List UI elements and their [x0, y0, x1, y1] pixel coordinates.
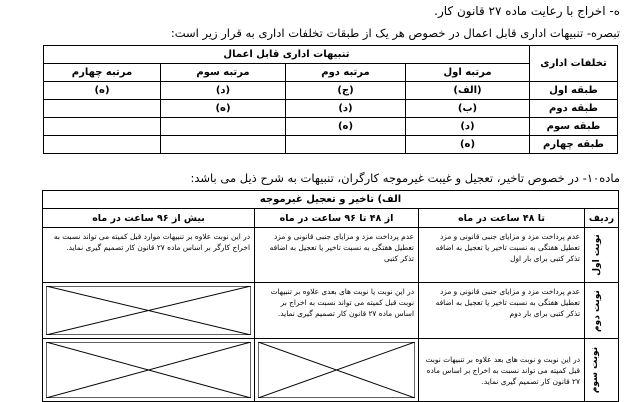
- table-row: [43, 118, 617, 136]
- clause-e: ه- اخراج با رعایت ماده ۲۷ قانون کار.: [434, 4, 620, 18]
- table-row: [43, 82, 617, 100]
- cell: (د): [286, 100, 406, 118]
- cell: عدم پرداخت مزد و مزایای جنبی قانونی و مزد تعطیل هفتگی به نسبت تاخیر یا تعجیل به اضافه تذکر کتبی برای بار اول: [419, 228, 585, 283]
- lateness-table: [42, 190, 619, 402]
- cell: عدم پرداخت مزد و مزایای جنبی قانونی و مزد تعطیل هفتگی به نسبت تاخیر یا تعجیل به اضافه تذکر کتبی: [255, 228, 419, 283]
- cross-mark-icon: [258, 342, 415, 398]
- cell: [286, 136, 406, 154]
- col-header: مرتبه اول: [406, 64, 530, 82]
- row-label-text: نوبت اول: [592, 234, 603, 276]
- col-header: ردیف: [585, 209, 619, 228]
- cell: (د): [406, 118, 530, 136]
- crossed-out-cell: [43, 283, 255, 339]
- table-row: [43, 339, 619, 402]
- col-header: از ۴۸ تا ۹۶ ساعت در ماه: [255, 209, 419, 228]
- crossed-out-cell: [255, 339, 419, 402]
- col-header: مرتبه دوم: [286, 64, 406, 82]
- cell: در این نوبت و نوبت های بعد علاوه بر تنبیهات نوبت قبل کمیته می تواند نسبت به اخراج بر اساس ماده ۲۷ قانون کار تصمیم گیری نماید.: [419, 339, 585, 402]
- cell: [43, 118, 160, 136]
- corner-header: تخلفات اداری: [530, 46, 618, 82]
- table-row: [43, 136, 617, 154]
- cell: (ه): [286, 118, 406, 136]
- table-row: [43, 283, 619, 339]
- cell: [43, 100, 160, 118]
- row-label: طبقه اول: [530, 82, 618, 100]
- cross-mark-icon: [46, 286, 251, 335]
- table-row: [43, 100, 617, 118]
- row-label: طبقه دوم: [530, 100, 618, 118]
- row-label-text: نوبت سوم: [589, 346, 600, 394]
- group-header: تنبیهات اداری قابل اعمال: [43, 46, 529, 64]
- cell: [43, 136, 160, 154]
- col-header: مرتبه چهارم: [43, 64, 160, 82]
- col-header: بیش از ۹۶ ساعت در ماه: [43, 209, 255, 228]
- cell: (د): [161, 82, 286, 100]
- cell: (ه): [161, 100, 286, 118]
- table-title: الف) تاخیر و تعجیل غیرموجه: [43, 191, 619, 209]
- table-row: [43, 228, 619, 283]
- cell: (ج): [286, 82, 406, 100]
- cell: [161, 136, 286, 154]
- cell: (ه): [406, 136, 530, 154]
- cell: عدم پرداخت مزد و مزایای جنبی قانونی و مزد تعطیل هفتگی به نسبت تاخیر یا تعجیل به اضافه تذکر کتبی برای بار دوم: [419, 283, 585, 339]
- violations-table: [43, 45, 618, 154]
- cell: در این نوبت علاوه بر تنبیهات موارد قبل کمیته می تواند نسبت به اخراج کارگر بر اساس ماده ۲۷ قانون کار تصمیم گیری نماید.: [43, 228, 255, 283]
- cell: (الف): [406, 82, 530, 100]
- row-label: [585, 283, 619, 339]
- row-label: طبقه سوم: [530, 118, 618, 136]
- cell: (ب): [406, 100, 530, 118]
- cell: (ه): [43, 82, 160, 100]
- article-10-intro: ماده۱۰- در خصوص تاخیر، تعجیل و غیبت غیرموجه کارگران، تنبیهات به شرح ذیل می باشد:: [190, 171, 620, 185]
- col-header: مرتبه سوم: [161, 64, 286, 82]
- cell: در این نوبت یا نوبت های بعدی علاوه بر تنبیهات نوبت قبل کمیته می تواند نسبت به اخراج بر اساس ماده ۲۷ قانون کار تصمیم گیری نماید.: [255, 283, 419, 339]
- cell: [161, 118, 286, 136]
- cross-mark-icon: [46, 342, 251, 398]
- row-label: [585, 228, 619, 283]
- crossed-out-cell: [43, 339, 255, 402]
- row-label: طبقه چهارم: [530, 136, 618, 154]
- note-line: تبصره- تنبیهات اداری قابل اعمال در خصوص هر یک از طبقات تخلفات اداری به قرار زیر است:: [170, 26, 620, 40]
- col-header: تا ۴۸ ساعت در ماه: [419, 209, 585, 228]
- row-label: [585, 339, 619, 402]
- row-label-text: نوبت دوم: [592, 289, 603, 332]
